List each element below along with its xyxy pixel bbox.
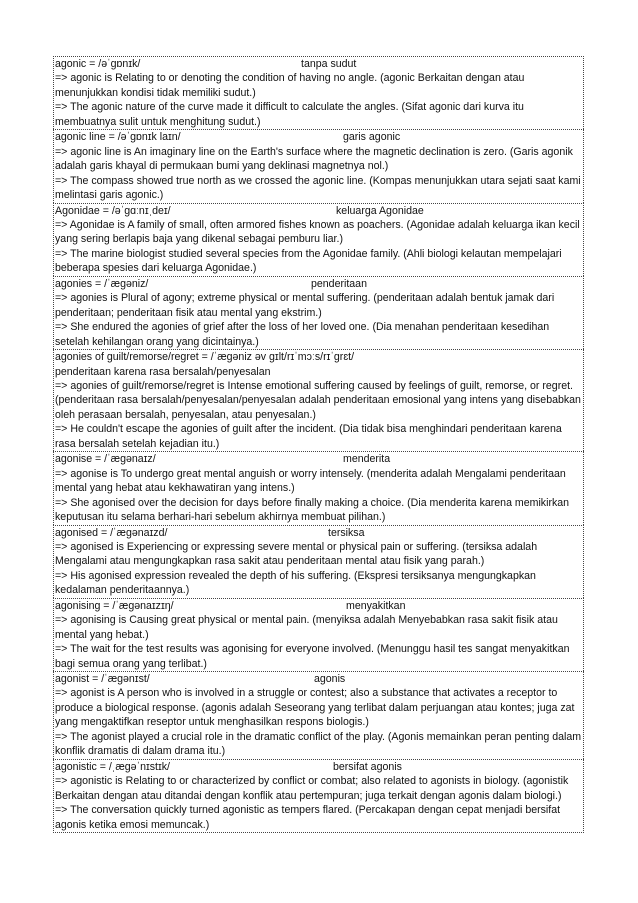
entry-headword bbox=[55, 350, 582, 364]
entry-headword bbox=[55, 204, 582, 218]
entry-headword bbox=[55, 277, 582, 291]
example-sentence: => His agonised expression revealed the depth of his suffering. (Ekspresi tersiksanya mengungkapkan kedalaman penderitaannya.) bbox=[55, 569, 536, 597]
definition: => agonise is To undergo great mental anguish or worry intensely. (menderita adalah Mengalami penderitaan mental yang hebat atau kekhawatiran yang intens.) bbox=[55, 467, 566, 495]
definition: => agonising is Causing great physical or mental pain. (menyiksa adalah Menyebabkan rasa sakit fisik atau mental yang hebat.) bbox=[55, 614, 558, 641]
example-sentence: => The agonic nature of the curve made it difficult to calculate the angles. (Sifat agonic dari kurva itu membuatnya sulit untuk menghitung sudut.) bbox=[55, 101, 524, 128]
entry-agonising bbox=[53, 598, 584, 671]
translation: menderita bbox=[343, 453, 391, 466]
dictionary-sheet bbox=[53, 56, 584, 833]
entry-agonic-line bbox=[53, 129, 584, 202]
example-sentence: => The marine biologist studied several species from the Agonidae family. (Ahli biologi kelautan mempelajari beberapa spesies dari keluarga Agonidae.) bbox=[55, 247, 562, 275]
entry-agonist bbox=[53, 671, 584, 759]
entry-agonise bbox=[53, 451, 584, 524]
example-sentence: => She endured the agonies of grief after the loss of her loved one. (Dia menahan penderitaan kesedihan setelah kehilangan orang yang dicintainya.) bbox=[55, 321, 550, 348]
entry-headword bbox=[55, 599, 582, 613]
definition: => Agonidae is A family of small, often armored fishes known as poachers. (Agonidae adalah keluarga ikan kecil yang sering berlapis baja yang dikenal sebagai pemburu liar.) bbox=[55, 218, 580, 246]
headword-pronunciation: agonising = /ˈæɡənaɪzɪŋ/ bbox=[55, 599, 174, 612]
definition: => agonistic is Relating to or characterized by conflict or combat; also related to agonists in biology. (agonistik Berkaitan dengan atau ditandai dengan konflik atau pertempuran; juga terkait dengan agonis dalam biologi.) bbox=[55, 775, 569, 802]
definition: => agonic line is An imaginary line on the Earth's surface where the magnetic declination is zero. (Garis agonik adalah garis khayal di permukaan bumi yang deklinasi magnetnya nol.) bbox=[55, 145, 573, 173]
translation: tanpa sudut bbox=[301, 58, 357, 70]
translation: menyakitkan bbox=[346, 599, 406, 612]
headword-pronunciation: agonic line = /əˈɡɒnɪk laɪn/ bbox=[55, 131, 181, 144]
example-sentence: => The conversation quickly turned agonistic as tempers flared. (Percakapan dengan cepat menjadi bersifat agonis ketika emosi memuncak.) bbox=[55, 804, 561, 831]
headword-pronunciation: agonies of guilt/remorse/regret = /ˈæɡəniz əv ɡɪlt/rɪˈmɔːs/rɪˈɡrɛt/ bbox=[55, 351, 355, 364]
translation: garis agonic bbox=[343, 131, 401, 144]
example-sentence: => He couldn't escape the agonies of guilt after the incident. (Dia tidak bisa menghindari penderitaan karena rasa bersalah setelah kejadian itu.) bbox=[55, 423, 562, 450]
translation: penderitaan bbox=[311, 277, 367, 290]
definition: => agonies of guilt/remorse/regret is Intense emotional suffering caused by feelings of guilt, remorse, or regret. (penderitaan rasa bersalah/penyesalan/penyesalan adalah penderitaan emosional yang intens yang disebabkan oleh perasaan bersalah, penyesalan, atau penyesalan.) bbox=[55, 379, 581, 421]
entry-agonised bbox=[53, 525, 584, 598]
entry-headword bbox=[55, 672, 582, 686]
headword-pronunciation: agonise = /ˈæɡənaɪz/ bbox=[55, 453, 156, 466]
translation: tersiksa bbox=[328, 526, 365, 539]
entry-agonistic bbox=[53, 759, 584, 833]
entry-agonidae bbox=[53, 203, 584, 276]
entry-headword bbox=[55, 452, 582, 466]
definition: => agonic is Relating to or denoting the condition of having no angle. (agonic Berkaitan dengan atau menunjukkan kondisi tidak memiliki sudut.) bbox=[55, 72, 525, 99]
headword-pronunciation: agonies = /ˈæɡəniz/ bbox=[55, 277, 149, 290]
headword-pronunciation: Agonidae = /əˈɡɑːnɪˌdeɪ/ bbox=[55, 204, 171, 217]
entry-agonies-of-guilt bbox=[53, 349, 584, 451]
entry-headword bbox=[55, 57, 582, 71]
headword-pronunciation: agonised = /ˈæɡənaɪzd/ bbox=[55, 526, 168, 539]
definition: => agonist is A person who is involved in a struggle or contest; also a substance that activates a receptor to produce a biological response. (agonis adalah Seseorang yang terlibat dalam perjuangan atau kontes; juga zat yang mengaktifkan reseptor untuk menghasilkan respons biologis.) bbox=[55, 687, 575, 729]
example-sentence: => The compass showed true north as we crossed the agonic line. (Kompas menunjukkan utara sejati saat kami melintasi garis agonic.) bbox=[55, 174, 581, 202]
headword-pronunciation: agonic = /əˈɡɒnɪk/ bbox=[55, 58, 141, 70]
translation: bersifat agonis bbox=[333, 760, 402, 773]
headword-pronunciation: agonist = /ˈæɡənɪst/ bbox=[55, 673, 150, 686]
headword-pronunciation: agonistic = /ˌæɡəˈnɪstɪk/ bbox=[55, 760, 171, 773]
entry-agonies bbox=[53, 276, 584, 349]
example-sentence: => She agonised over the decision for days before finally making a choice. (Dia menderita karena memikirkan keputusan itu selama berhari-hari sebelum akhirnya membuat pilihan.) bbox=[55, 496, 570, 524]
translation: penderitaan karena rasa bersalah/penyesalan bbox=[55, 365, 271, 378]
definition: => agonised is Experiencing or expressing severe mental or physical pain or suffering. (tersiksa adalah Mengalami atau mengungkapkan rasa sakit atau penderitaan mental atau fisik yang parah.) bbox=[55, 540, 538, 568]
translation: keluarga Agonidae bbox=[336, 204, 424, 217]
translation: agonis bbox=[314, 673, 346, 686]
example-sentence: => The wait for the test results was agonising for everyone involved. (Menunggu hasil tes sangat menyakitkan bagi semua orang yang terlibat.) bbox=[55, 643, 570, 670]
entry-headword bbox=[55, 526, 582, 540]
entry-headword bbox=[55, 760, 582, 774]
entry-agonic bbox=[53, 56, 584, 129]
entry-headword bbox=[55, 130, 582, 144]
example-sentence: => The agonist played a crucial role in the dramatic conflict of the play. (Agonis memainkan peran penting dalam konflik dramatis di dalam drama itu.) bbox=[55, 730, 582, 758]
definition: => agonies is Plural of agony; extreme physical or mental suffering. (penderitaan adalah bentuk jamak dari penderitaan; penderitaan fisik atau mental yang ekstrim.) bbox=[55, 292, 555, 319]
